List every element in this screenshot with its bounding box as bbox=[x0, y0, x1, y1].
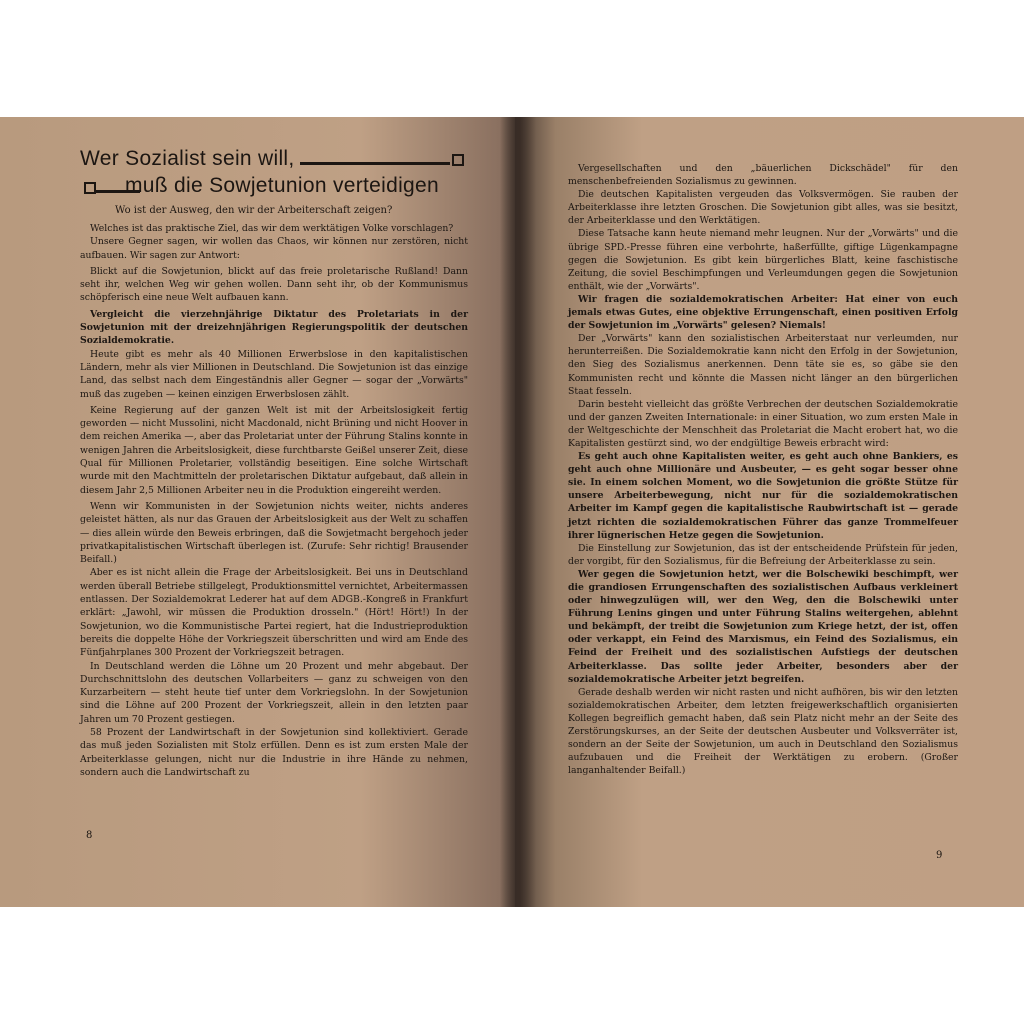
paragraph: Heute gibt es mehr als 40 Millionen Erwerbslose in den kapitalistischen Ländern, mehr als vier Millionen in Deutschland. Die Sowjetunion ist das einzige Land, das selbst nach dem Eingeständnis aller Gegner — sogar der „Vorwärts" muß das zugeben — keinen einzigen Erwerbslosen zählt. bbox=[80, 348, 468, 400]
right-page-text bbox=[568, 162, 958, 777]
paragraph: Aber es ist nicht allein die Frage der Arbeitslosigkeit. Bei uns in Deutschland werden überall Betriebe stillgelegt, Produktionsmittel vernichtet, Arbeitermassen entlassen. Der Sozialdemokrat Lederer hat auf dem ADGB.-Kongreß in Frankfurt erklärt: „Jawohl, wir müssen die Produktion drosseln." (Hört! Hört!) In der Sowjetunion, wo die Kommunistische Partei regiert, hat die Industrieproduktion bereits die doppelte Höhe der Vorkriegszeit überschritten und wird am Ende des Fünfjahrplanes 300 Prozent der Vorkriegszeit betragen. bbox=[80, 567, 468, 659]
page-number-right: 9 bbox=[936, 850, 943, 861]
left-page-text bbox=[80, 222, 468, 779]
paragraph: Welches ist das praktische Ziel, das wir dem werktätigen Volke vorschlagen? bbox=[90, 223, 454, 234]
paragraph: Die deutschen Kapitalisten vergeuden das Volksvermögen. Sie rauben der Arbeiterklasse ihre letzten Groschen. Die Sowjetunion gibt alles, was sie besitzt, der Arbeiterklasse und den Werktätigen. bbox=[568, 189, 958, 227]
section-subheading: Wo ist der Ausweg, den wir der Arbeiterschaft zeigen? bbox=[115, 205, 393, 216]
chapter-heading-line1: Wer Sozialist sein will, bbox=[80, 147, 295, 170]
paragraph: Vergesellschaften und den „bäuerlichen Dickschädel" für den menschenbefreienden Sozialismus zu gewinnen. bbox=[568, 163, 958, 188]
paragraph: Wenn wir Kommunisten in der Sowjetunion nichts weiter, nichts anderes geleistet hätten, als nur das Grauen der Arbeitslosigkeit aus der Welt zu schaffen — dies allein würde den Beweis erbringen, daß die Sowjetmacht bergehoch jeder privatkapitalistischen Wirtschaft überlegen ist. (Zurufe: Sehr richtig! Brausender Beifall.) bbox=[80, 500, 468, 566]
page-number-left: 8 bbox=[86, 830, 93, 841]
heading-ornament-bottom bbox=[84, 182, 96, 194]
heading-rule-top bbox=[300, 162, 450, 165]
paragraph: Der „Vorwärts" kann den sozialistischen Arbeiterstaat nur verleumden, nur herunterreißen. Die Sozialdemokratie kann nicht den Erfolg in der Sowjetunion, den Sieg des Sozialismus anerkennen. Denn täte sie es, so gäbe sie den Kommunisten recht und könnte die Massen nicht länger an den bürgerlichen Staat fesseln. bbox=[568, 333, 958, 397]
paragraph: Wer gegen die Sowjetunion hetzt, wer die Bolschewiki beschimpft, wer die grandiosen Errungenschaften des sozialistischen Aufbaus verkleinert oder hinwegzulügen will, wer den Weg, den die Bolschewiki unter Führung Lenins gingen und unter Führung Stalins weitergehen, ablehnt und bekämpft, der treibt die Sowjetunion zum Kriege hetzt, der ist, offen oder verkappt, ein Feind des Marxismus, ein Feind des Sozialismus, ein Feind der Freiheit und des sozialistischen Aufstiegs der deutschen Arbeiterklasse. Das sollte jeder Arbeiter, besonders aber der sozialdemokratische Arbeiter jetzt begreifen. bbox=[568, 568, 958, 685]
paragraph: Vergleicht die vierzehnjährige Diktatur des Proletariats in der Sowjetunion mit der dreizehnjährigen Regierungspolitik der deutschen Sozialdemokratie. bbox=[80, 308, 468, 347]
paragraph: Diese Tatsache kann heute niemand mehr leugnen. Nur der „Vorwärts" und die übrige SPD.-Presse führen eine verbohrte, haßerfüllte, giftige Lügenkampagne gegen die Sowjetunion. Es gibt kein bürgerliches Blatt, keine faschistische Zeitung, die soviel Beschimpfungen und Verleumdungen gegen die Sowjetunion enthält, wie der „Vorwärts". bbox=[568, 228, 958, 292]
paragraph: 58 Prozent der Landwirtschaft in der Sowjetunion sind kollektiviert. Gerade das muß jeden Sozialisten mit Stolz erfüllen. Denn es ist zum ersten Male der Arbeiterklasse gelungen, nicht nur die Industrie in ihre Hände zu nehmen, sondern auch die Landwirtschaft zu bbox=[80, 726, 468, 778]
chapter-heading-line2: muß die Sowjetunion verteidigen bbox=[125, 174, 439, 197]
paragraph: Es geht auch ohne Kapitalisten weiter, es geht auch ohne Bankiers, es geht auch ohne Millionäre und Ausbeuter, — es geht sogar besser ohne sie. In einem solchen Moment, wo die Sowjetunion die größte Stütze für unsere Arbeiterbewegung, nicht nur für die sozialdemokratischen Arbeiter im Kampf gegen die kapitalistische Raubwirtschaft ist — gerade jetzt richten die sozialdemokratischen Führer das ganze Trommelfeuer ihrer lügnerischen Hetze gegen die Sowjetunion. bbox=[568, 451, 958, 541]
paragraph: Die Einstellung zur Sowjetunion, das ist der entscheidende Prüfstein für jeden, der vorgibt, für den Sozialismus, für die Befreiung der Arbeiterklasse zu sein. bbox=[568, 542, 958, 567]
paragraph: Unsere Gegner sagen, wir wollen das Chaos, wir können nur zerstören, nicht aufbauen. Wir sagen zur Antwort: bbox=[80, 236, 468, 261]
paragraph: Keine Regierung auf der ganzen Welt ist mit der Arbeitslosigkeit fertig geworden — nicht Mussolini, nicht Macdonald, nicht Brüning und nicht Hoover in dem reichen Amerika —, aber das Proletariat unter der Führung Stalins konnte in wenigen Jahren die Arbeitslosigkeit, diese furchtbarste Geißel unserer Zeit, diese Qual für Millionen Proletarier, vollständig beseitigen. Eine solche Wirtschaft wurde mit den Machtmitteln der proletarischen Diktatur aufgebaut, daß allein in diesem Jahr 2,5 Millionen Arbeiter neu in die Produktion eingereiht werden. bbox=[80, 404, 468, 496]
paragraph: In Deutschland werden die Löhne um 20 Prozent und mehr abgebaut. Der Durchschnittslohn des deutschen Vollarbeiters — ganz zu schweigen von den Kurzarbeitern — steht heute tief unter dem Vorkriegslohn. In der Sowjetunion sind die Löhne auf 200 Prozent der Vorkriegszeit, allein in den letzten paar Jahren um 70 Prozent gestiegen. bbox=[80, 660, 468, 725]
paragraph: Gerade deshalb werden wir nicht rasten und nicht aufhören, bis wir den letzten sozialdemokratischen Arbeiter, dem letzten freigewerkschaftlich organisierten Kollegen begreiflich gemacht haben, daß sein Platz nicht mehr an der Seite des Zerstörungskurses, an der Seite der deutschen Ausbeuter und Volksverräter ist, sondern an der Seite der Sowjetunion, um auch in Deutschland den Sozialismus aufzubauen und die Freiheit der Werktätigen zu erobern. (Großer langanhaltender Beifall.) bbox=[568, 686, 958, 777]
book-gutter bbox=[500, 117, 536, 907]
paragraph: Wir fragen die sozialdemokratischen Arbeiter: Hat einer von euch jemals etwas Gutes, eine objektive Errungenschaft, einen positiven Erfolg der Sowjetunion im „Vorwärts" gelesen? Niemals! bbox=[568, 293, 958, 332]
heading-ornament-top bbox=[452, 154, 464, 166]
paragraph: Darin besteht vielleicht das größte Verbrechen der deutschen Sozialdemokratie und der ganzen Zweiten Internationale: in einer Situation, wo zum ersten Male in der Weltgeschichte der Menschheit das Proletariat die Macht erobert hat, wo die Kapitalisten gestürzt sind, wo der endgültige Beweis erbracht wird: bbox=[568, 398, 958, 449]
paragraph: Blickt auf die Sowjetunion, blickt auf das freie proletarische Rußland! Dann seht ihr, welchen Weg wir gehen wollen. Dann seht ihr, ob der Kommunismus schöpferisch eine neue Welt aufbauen kann. bbox=[80, 265, 468, 304]
